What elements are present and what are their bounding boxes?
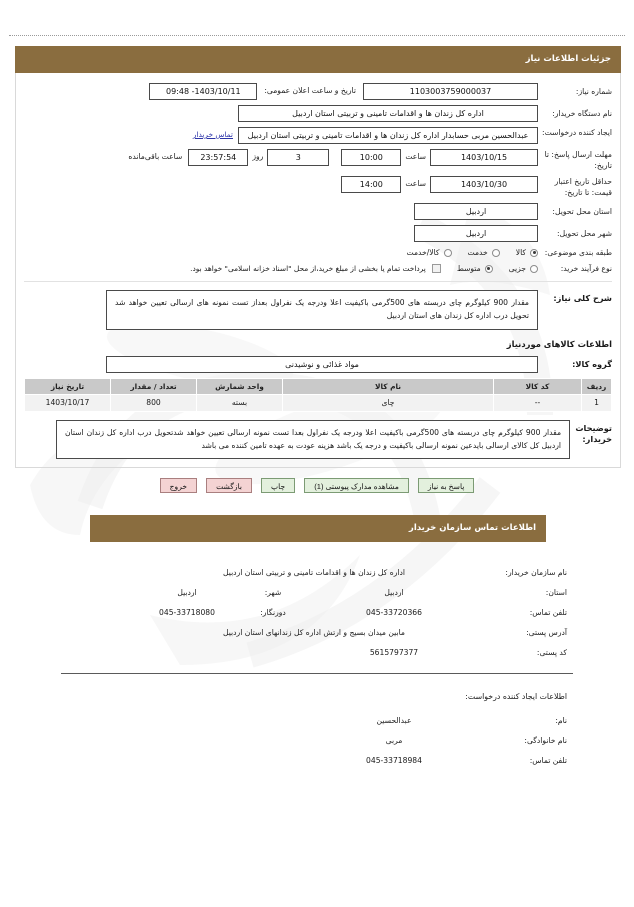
cell-unit: بسته bbox=[197, 394, 283, 411]
contact-divider bbox=[61, 673, 573, 674]
process-option-jozei[interactable] bbox=[509, 264, 538, 273]
radio-icon[interactable] bbox=[492, 249, 500, 257]
contact-fax-value: 045-33718080 bbox=[159, 608, 215, 618]
summary-label: شرح کلی نیاز: bbox=[553, 293, 612, 303]
creator-phone-label: تلفن تماس: bbox=[529, 756, 567, 766]
goods-group-field: مواد غذائی و نوشیدنی bbox=[106, 356, 538, 373]
deadline-date-field: 1403/10/15 bbox=[430, 149, 538, 166]
days-word-label: روز bbox=[252, 152, 264, 161]
row-goods-group bbox=[24, 356, 612, 373]
goods-section-title: اطلاعات کالاهای موردنیاز bbox=[506, 338, 612, 349]
col-unit: واحد شمارش bbox=[197, 378, 283, 394]
creator-row-lastname bbox=[9, 736, 625, 745]
process-option-motavaset[interactable] bbox=[457, 264, 493, 273]
contact-address-label: آدرس پستی: bbox=[526, 628, 567, 638]
view-attachments-button[interactable]: مشاهده مدارک پیوستی (1) bbox=[304, 478, 409, 493]
need-details-card bbox=[15, 73, 621, 468]
buyer-notes-textbox: مقدار 900 کیلوگرم چای دربسته های 500گرمی باکیفیت اعلا ودرجه یک نفراول بعدا تست نمونه ارسالی تعیین خواهد شدتحویل درب اداره کل زندان استان اردبیل کل کالای ارسالی بایدعین نمونه ارسالی باکیفیت و درجه یک باشد هزینه عودت به عهده تامین کننده می باشد bbox=[56, 420, 570, 460]
contact-phone-label: تلفن تماس: bbox=[529, 608, 567, 618]
days-remaining-field: 3 bbox=[267, 149, 329, 166]
respond-to-need-button[interactable]: پاسخ به نیاز bbox=[418, 478, 474, 493]
exit-button[interactable]: خروج bbox=[160, 478, 197, 493]
goods-group-label: گروه کالا: bbox=[572, 358, 612, 369]
process-option-motavaset-label: متوسط bbox=[456, 264, 481, 273]
radio-icon[interactable] bbox=[530, 265, 538, 273]
remaining-suffix-label: ساعت باقی‌مانده bbox=[128, 152, 183, 161]
row-category bbox=[24, 247, 612, 258]
creator-label: ایجاد کننده درخواست: bbox=[542, 128, 612, 137]
deadline-label: مهلت ارسال پاسخ: تا تاریخ: bbox=[544, 150, 612, 170]
cell-code: -- bbox=[494, 394, 582, 411]
details-bar-title: جزئیات اطلاعات نیاز bbox=[15, 46, 621, 73]
table-row bbox=[25, 394, 612, 411]
validity-date-field: 1403/10/30 bbox=[430, 176, 538, 193]
contact-row-address bbox=[9, 628, 625, 637]
row-price-validity bbox=[24, 176, 612, 198]
validity-hour-field: 14:00 bbox=[341, 176, 401, 193]
category-option-kala[interactable] bbox=[516, 248, 538, 257]
creator-firstname-label: نام: bbox=[555, 716, 567, 726]
delivery-city-label: شهر محل تحویل: bbox=[557, 229, 612, 238]
creator-firstname-value: عبدالحسین bbox=[376, 716, 412, 726]
row-delivery-city bbox=[24, 225, 612, 242]
contact-details bbox=[9, 556, 625, 765]
category-option-khedmat[interactable] bbox=[468, 248, 500, 257]
card-divider bbox=[24, 281, 612, 282]
announce-datetime-field: 1403/10/11- 09:48 bbox=[149, 83, 257, 100]
validity-label: حداقل تاریخ اعتبار قیمت: تا تاریخ: bbox=[554, 177, 612, 197]
row-deadline bbox=[24, 149, 612, 171]
details-section-header bbox=[15, 46, 621, 73]
buyer-org-field: اداره کل زندان ها و اقدامات تامینی و تربیتی استان اردبیل bbox=[238, 105, 538, 122]
col-radif: ردیف bbox=[582, 378, 612, 394]
cell-qty: 800 bbox=[111, 394, 197, 411]
row-buyer-org bbox=[24, 105, 612, 122]
creator-row-firstname bbox=[9, 716, 625, 725]
need-number-label: شماره نیاز: bbox=[575, 87, 612, 96]
action-button-bar bbox=[9, 478, 625, 493]
col-qty: تعداد / مقدار bbox=[111, 378, 197, 394]
category-option-khedmat-label: خدمت bbox=[467, 248, 488, 257]
contact-province-value: اردبیل bbox=[384, 588, 404, 598]
checkbox-icon[interactable] bbox=[432, 264, 441, 273]
contact-address-value: مابین میدان بسیج و ارتش اداره کل زندانهای استان اردبیل bbox=[223, 628, 405, 638]
contact-province-label: استان: bbox=[545, 588, 567, 598]
time-remaining-field: 23:57:54 bbox=[188, 149, 248, 166]
category-option-kala-khedmat[interactable] bbox=[406, 248, 451, 257]
delivery-province-label: استان محل تحویل: bbox=[552, 207, 612, 216]
process-label: نوع فرآیند خرید: bbox=[560, 264, 612, 273]
creator-field: عبدالحسین مربی حسابدار اداره کل زندان ها و اقدامات تامینی و تربیتی استان اردبیل bbox=[238, 127, 538, 144]
cell-radif: 1 bbox=[582, 394, 612, 411]
treasury-docs-checkbox-group[interactable] bbox=[190, 264, 441, 273]
creator-lastname-value: مربی bbox=[385, 736, 403, 746]
contact-row-postal bbox=[9, 648, 625, 657]
contact-row-phone bbox=[9, 608, 625, 617]
category-option-kala-khedmat-label: کالا/خدمت bbox=[406, 248, 440, 257]
row-need-number bbox=[24, 83, 612, 100]
contact-org-label: نام سازمان خریدار: bbox=[505, 568, 567, 578]
contact-fax-label: دورنگار: bbox=[260, 608, 286, 618]
category-label: طبقه بندی موضوعی: bbox=[544, 248, 612, 257]
print-button[interactable]: چاپ bbox=[261, 478, 295, 493]
row-process-type bbox=[24, 263, 612, 274]
summary-textbox: مقدار 900 کیلوگرم چای دربسته های 500گرمی باکیفیت اعلا ودرجه یک نفراول بعداز تست نمونه های ارسالی تعیین خواهد شد تحویل درب اداره کل زندان های استان اردبیل bbox=[106, 290, 538, 330]
page-root bbox=[0, 35, 634, 907]
contact-bar-title: اطلاعات تماس سازمان خریدار bbox=[90, 515, 546, 542]
contact-city-label: شهر: bbox=[264, 588, 282, 598]
cell-name: چای bbox=[283, 394, 494, 411]
radio-icon[interactable] bbox=[444, 249, 452, 257]
delivery-province-field: اردبیل bbox=[414, 203, 538, 220]
buyer-org-label: نام دستگاه خریدار: bbox=[552, 109, 612, 118]
contact-phone-value: 045-33720366 bbox=[366, 608, 422, 618]
creator-lastname-label: نام خانوادگی: bbox=[524, 736, 567, 746]
goods-table-header-row bbox=[25, 378, 612, 394]
col-code: کد کالا bbox=[494, 378, 582, 394]
row-buyer-notes bbox=[24, 420, 612, 460]
deadline-hour-field: 10:00 bbox=[341, 149, 401, 166]
creator-row-phone bbox=[9, 756, 625, 765]
creator-block-title: اطلاعات ایجاد کننده درخواست: bbox=[465, 692, 567, 702]
goods-table bbox=[24, 378, 612, 412]
category-option-kala-label: کالا bbox=[515, 248, 526, 257]
delivery-city-field: اردبیل bbox=[414, 225, 538, 242]
contact-postal-label: کد پستی: bbox=[536, 648, 567, 658]
contact-postal-value: 5615797377 bbox=[369, 648, 419, 658]
col-name: نام کالا bbox=[283, 378, 494, 394]
creator-phone-value: 045-33718984 bbox=[366, 756, 422, 766]
cell-date: 1403/10/17 bbox=[25, 394, 111, 411]
radio-selected-icon[interactable] bbox=[530, 249, 538, 257]
need-number-field: 1103003759000037 bbox=[363, 83, 538, 100]
contact-section-header bbox=[15, 515, 621, 542]
contact-row-org bbox=[9, 556, 625, 577]
treasury-docs-label: پرداخت تمام یا بخشی از مبلغ خرید،از محل "اسناد خزانه اسلامی" خواهد بود. bbox=[190, 264, 426, 273]
radio-selected-icon[interactable] bbox=[485, 265, 493, 273]
col-date: تاریخ نیاز bbox=[25, 378, 111, 394]
contact-city-value: اردبیل bbox=[177, 588, 197, 598]
row-delivery-province bbox=[24, 203, 612, 220]
contact-org-value: اداره کل زندان ها و اقدامات تامینی و تربیتی استان اردبیل bbox=[223, 568, 405, 578]
deadline-hour-label: ساعت bbox=[405, 152, 426, 161]
buyer-notes-label: توضیحات خریدار: bbox=[575, 422, 612, 445]
back-button[interactable]: بازگشت bbox=[206, 478, 252, 493]
row-creator bbox=[24, 127, 612, 144]
process-option-jozei-label: جزیی bbox=[508, 264, 526, 273]
contact-buyer-link[interactable]: تماس خریدار bbox=[192, 130, 233, 139]
top-divider bbox=[9, 35, 625, 36]
announce-datetime-label: تاریخ و ساعت اعلان عمومی: bbox=[264, 86, 356, 95]
validity-hour-label: ساعت bbox=[405, 179, 426, 188]
row-summary bbox=[24, 290, 612, 330]
contact-row-location bbox=[9, 588, 625, 597]
